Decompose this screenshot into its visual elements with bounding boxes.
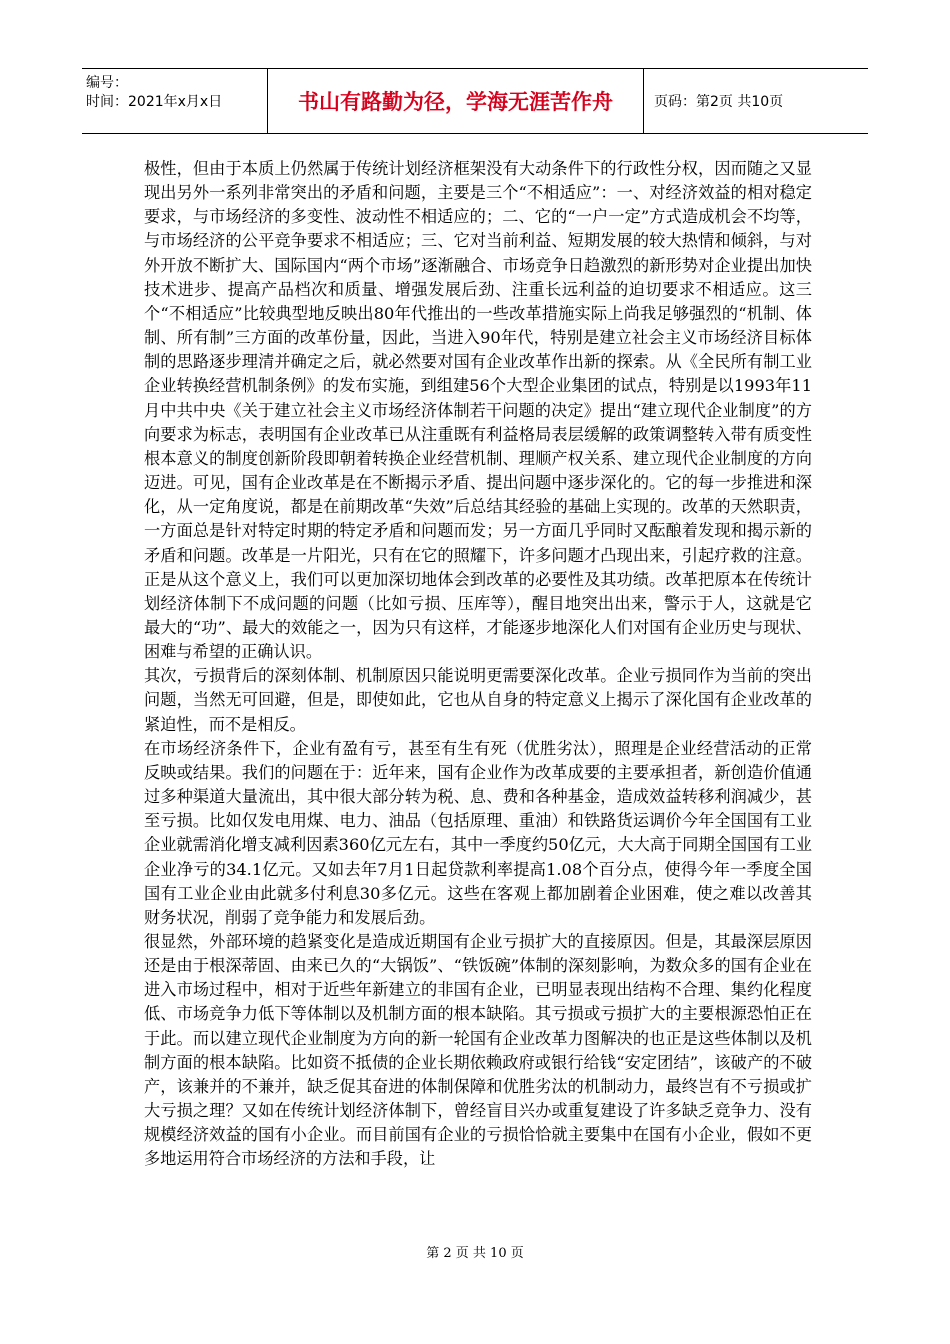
date-label: 时间：2021年x月x日 — [86, 94, 223, 110]
paragraph: 很显然，外部环境的趋紧变化是造成近期国有企业亏损扩大的直接原因。但是，其最深层原因还是由于根深蒂固、由来已久的“大锅饭”、“铁饭碗”体制的深刻影响，为数众多的国有企业在进入市场过程中，相对于近些年新建立的非国有企业，已明显表现出结构不合理、集约化程度低、市场竞争力低下等体制以及机制方面的根本缺陷。其亏损或亏损扩大的主要根源恐怕正在于此。而以建立现代企业制度为方向的新一轮国有企业改革力图解决的也正是这些体制以及机制方面的根本缺陷。比如资不抵债的企业长期依赖政府或银行给钱“安定团结”，该破产的不破产，该兼并的不兼并，缺乏促其奋进的体制保障和优胜劣汰的机制动力，最终岂有不亏损或扩大亏损之理？又如在传统计划经济体制下，曾经盲目兴办或重复建设了许多缺乏竞争力、没有规模经济效益的国有小企业。而目前国有企业的亏损恰恰就主要集中在国有小企业，假如不更多地运用符合市场经济的方法和手段，让 — [144, 932, 812, 1169]
paragraph: 其次，亏损背后的深刻体制、机制原因只能说明更需要深化改革。企业亏损同作为当前的突出问题，当然无可回避，但是，即使如此，它也从自身的特定意义上揭示了深化国有企业改革的紧迫性，而不是相反。 — [144, 666, 812, 734]
header-motto: 书山有路勤为径，学海无涯苦作舟 — [268, 69, 644, 133]
document-body — [144, 157, 812, 1172]
paragraph: 在市场经济条件下，企业有盈有亏，甚至有生有死（优胜劣汰），照理是企业经营活动的正常反映或结果。我们的问题在于：近年来，国有企业作为改革成要的主要承担者，新创造价值通过多种渠道大量流出，其中很大部分转为税、息、费和各种基金，造成效益转移利润减少，甚至亏损。比如仅发电用煤、电力、油品（包括原理、重油）和铁路货运调价今年全国国有工业企业就需消化增支减利因素360亿元左右，其中一季度约50亿元，大大高于同期全国国有工业企业净亏的34.1亿元。又如去年7月1日起贷款利率提高1.08个百分点，使得今年一季度全国国有工业企业由此就多付利息30多亿元。这些在客观上都加剧着企业困难，使之难以改善其财务状况，削弱了竞争能力和发展后劲。 — [144, 738, 812, 927]
page-header — [82, 68, 868, 134]
paragraph: 极性，但由于本质上仍然属于传统计划经济框架没有大动条件下的行政性分权，因而随之又显现出另外一系列非常突出的矛盾和问题，主要是三个“不相适应”：一、对经济效益的相对稳定要求，与市场经济的多变性、波动性不相适应的；二、它的“一户一定”方式造成机会不均等，与市场经济的公平竞争要求不相适应；三、它对当前利益、短期发展的较大热情和倾斜，与对外开放不断扩大、国际国内“两个市场”逐渐融合、市场竞争日趋激烈的新形势对企业提出加快技术进步、提高产品档次和质量、增强发展后劲、注重长远利益的迫切要求不相适应。这三个“不相适应”比较典型地反映出80年代推出的一些改革措施实际上尚我足够强烈的“机制、体制、所有制”三方面的改革份量，因此，当进入90年代，特别是建立社会主义市场经济目标体制的思路逐步理清并确定之后，就必然要对国有企业改革作出新的探索。从《全民所有制工业企业转换经营机制条例》的发布实施，到组建56个大型企业集团的试点，特别是以1993年11月中共中央《关于建立社会主义市场经济体制若干问题的决定》提出“建立现代企业制度”的方向要求为标志，表明国有企业改革已从注重既有利益格局表层缓解的政策调整转入带有质变性根本意义的制度创新阶段即朝着转换企业经营机制、理顺产权关系、建立现代企业制度的方向迈进。可见，国有企业改革是在不断揭示矛盾、提出问题中逐步深化的。它的每一步推进和深化，从一定角度说，都是在前期改革“失效”后总结其经验的基础上实现的。改革的天然职责，一方面总是针对特定时期的特定矛盾和问题而发；另一方面几乎同时又酝酿着发现和揭示新的矛盾和问题。改革是一片阳光，只有在它的照耀下，许多问题才凸现出来，引起疗救的注意。正是从这个意义上，我们可以更加深切地体会到改革的必要性及其功绩。改革把原本在传统计划经济体制下不成问题的问题（比如亏损、压库等），醒目地突出出来，警示于人，这就是它最大的“功”、最大的效能之一，因为只有这样，才能逐步地深化人们对国有企业历史与现状、困难与希望的正确认识。 — [144, 159, 812, 662]
code-label: 编号： — [86, 75, 128, 91]
page-footer: 第 2 页 共 10 页 — [426, 1246, 524, 1261]
header-page-info: 页码：第2页 共10页 — [654, 94, 784, 110]
header-meta — [82, 69, 268, 133]
